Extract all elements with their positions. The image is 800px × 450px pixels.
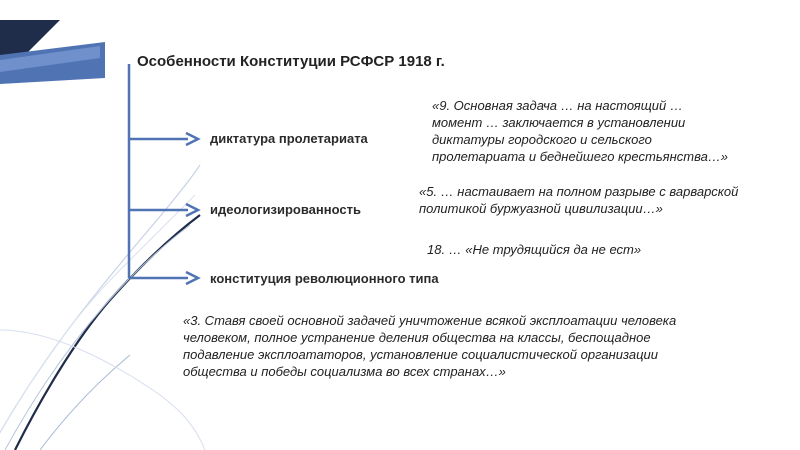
quote-line: «9. Основная задача … на настоящий … xyxy=(432,98,683,113)
quote-line: диктатуры городского и сельского xyxy=(432,132,652,147)
quote-article-3 xyxy=(183,312,676,380)
branch-label-ideologization: идеологизированность xyxy=(210,202,361,217)
branch-label-dictatorship: диктатура пролетариата xyxy=(210,131,368,146)
quote-line: общества и победы социализма во всех странах…» xyxy=(183,364,506,379)
quote-line: «3. Ставя своей основной задачей уничтожение всякой эксплоатации человека xyxy=(183,313,677,328)
quote-line: «5. … настаивает на полном разрыве с варварской xyxy=(419,184,739,199)
quote-line: 18. … «Не трудящийся да не ест» xyxy=(427,242,642,257)
quote-line: пролетариата и беднейшего крестьянства…» xyxy=(432,149,729,164)
quote-article-9 xyxy=(432,97,728,165)
quote-line: политикой буржуазной цивилизации…» xyxy=(419,201,663,216)
quote-article-18 xyxy=(427,241,641,258)
quote-line: человеком, полное устранение деления общества на классы, беспощадное xyxy=(183,330,651,345)
quote-article-5 xyxy=(419,183,738,217)
branch-label-revolutionary-constitution: конституция революционного типа xyxy=(210,271,439,286)
quote-line: момент … заключается в установлении xyxy=(432,115,686,130)
slide-title: Особенности Конституции РСФСР 1918 г. xyxy=(137,53,445,70)
quote-line: подавление эксплоататоров, установление социалистической организации xyxy=(183,347,658,362)
